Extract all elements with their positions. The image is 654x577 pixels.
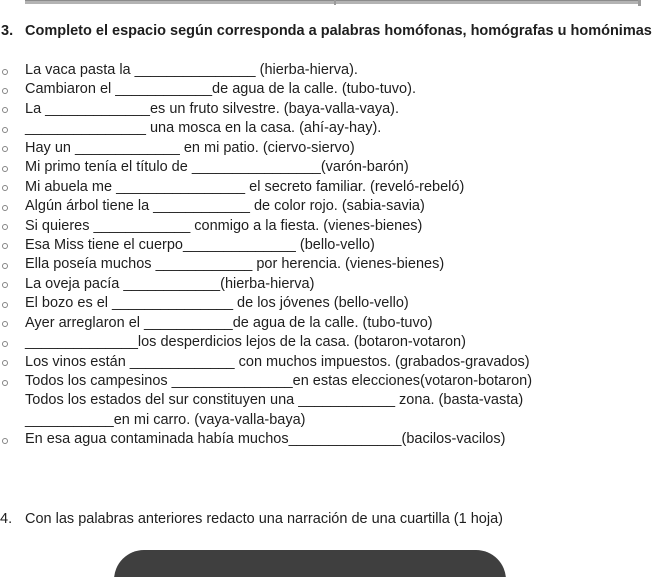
table-right-border-tick bbox=[638, 0, 641, 6]
list-item bbox=[0, 61, 654, 80]
list-item bbox=[0, 314, 654, 333]
list-item-text: Los vinos están _____________ con muchos impuestos. (grabados-gravados) bbox=[25, 353, 530, 370]
list-item bbox=[0, 178, 654, 197]
exercise4-text: Con las palabras anteriores redacto una narración de una cuartilla (1 hoja) bbox=[25, 511, 503, 527]
table-bottom-border bbox=[25, 0, 641, 4]
list-item-text: Esa Miss tiene el cuerpo______________ (bello-vello) bbox=[25, 236, 375, 253]
list-item bbox=[0, 119, 654, 138]
exercise3-title: Completo el espacio según corresponda a palabras homófonas, homógrafas u homónimas bbox=[25, 23, 652, 39]
list-item bbox=[0, 411, 654, 430]
bullet-icon bbox=[2, 127, 8, 133]
list-item bbox=[0, 333, 654, 352]
list-item-text: Mi primo tenía el título de ________________(varón-barón) bbox=[25, 159, 409, 176]
list-item bbox=[0, 158, 654, 177]
list-item bbox=[0, 353, 654, 372]
bullet-icon bbox=[2, 341, 8, 347]
bullet-icon bbox=[2, 224, 8, 230]
bullet-icon bbox=[2, 263, 8, 269]
list-item bbox=[0, 391, 654, 410]
list-item-text: Si quieres ____________ conmigo a la fiesta. (vienes-bienes) bbox=[25, 217, 423, 234]
bullet-icon bbox=[2, 166, 8, 172]
list-item bbox=[0, 372, 654, 391]
list-item bbox=[0, 294, 654, 313]
list-item bbox=[0, 255, 654, 274]
exercise4-number: 4. bbox=[0, 511, 13, 527]
list-item bbox=[0, 217, 654, 236]
bullet-icon bbox=[2, 438, 8, 444]
bullet-icon bbox=[2, 380, 8, 386]
list-item-text: Hay un _____________ en mi patio. (ciervo-siervo) bbox=[25, 139, 355, 156]
list-item-text: Mi abuela me ________________ el secreto familiar. (reveló-rebeló) bbox=[25, 178, 465, 195]
list-item-text: En esa agua contaminada había muchos______________(bacilos-vacilos) bbox=[25, 431, 506, 448]
list-item-text: _______________ una mosca en la casa. (ahí-ay-hay). bbox=[25, 120, 382, 137]
fill-blank-list bbox=[0, 61, 654, 450]
list-item bbox=[0, 197, 654, 216]
list-item bbox=[0, 275, 654, 294]
bullet-icon bbox=[2, 302, 8, 308]
list-item bbox=[0, 80, 654, 99]
bullet-icon bbox=[2, 282, 8, 288]
list-item-text: El bozo es el _______________ de los jóvenes (bello-vello) bbox=[25, 295, 409, 312]
list-item-text: Algún árbol tiene la ____________ de color rojo. (sabia-savia) bbox=[25, 198, 425, 215]
bullet-icon bbox=[2, 69, 8, 75]
list-item bbox=[0, 236, 654, 255]
bullet-icon bbox=[2, 360, 8, 366]
list-item-text: La vaca pasta la _______________ (hierba-hierva). bbox=[25, 62, 358, 78]
list-item-text: Ella poseía muchos ____________ por herencia. (vienes-bienes) bbox=[25, 256, 445, 273]
bullet-icon bbox=[2, 88, 8, 94]
list-item-text: Todos los campesinos _______________en estas elecciones(votaron-botaron) bbox=[25, 373, 533, 389]
list-item-text: La _____________es un fruto silvestre. (baya-valla-vaya). bbox=[25, 100, 400, 117]
list-item-text: ______________los desperdicios lejos de la casa. (botaron-votaron) bbox=[25, 334, 466, 351]
bullet-icon bbox=[2, 107, 8, 113]
list-item-text: ___________en mi carro. (vaya-valla-baya) bbox=[25, 411, 306, 428]
list-item bbox=[0, 430, 654, 449]
list-item-text: Todos los estados del sur constituyen una ____________ zona. (basta-vasta) bbox=[25, 392, 524, 409]
table-column-divider-tick bbox=[334, 0, 336, 5]
dark-rounded-shape bbox=[114, 550, 506, 577]
list-item-text: Cambiaron el ____________de agua de la calle. (tubo-tuvo). bbox=[25, 81, 416, 98]
bullet-icon bbox=[2, 321, 8, 327]
bullet-icon bbox=[2, 185, 8, 191]
list-item bbox=[0, 139, 654, 158]
bullet-icon bbox=[2, 146, 8, 152]
list-item-text: Ayer arreglaron el ___________de agua de la calle. (tubo-tuvo) bbox=[25, 314, 433, 331]
bullet-icon bbox=[2, 243, 8, 249]
list-item-text: La oveja pacía ____________(hierba-hierva) bbox=[25, 275, 315, 292]
bullet-icon bbox=[2, 205, 8, 211]
list-item bbox=[0, 100, 654, 119]
exercise3-number: 3. bbox=[1, 23, 14, 39]
